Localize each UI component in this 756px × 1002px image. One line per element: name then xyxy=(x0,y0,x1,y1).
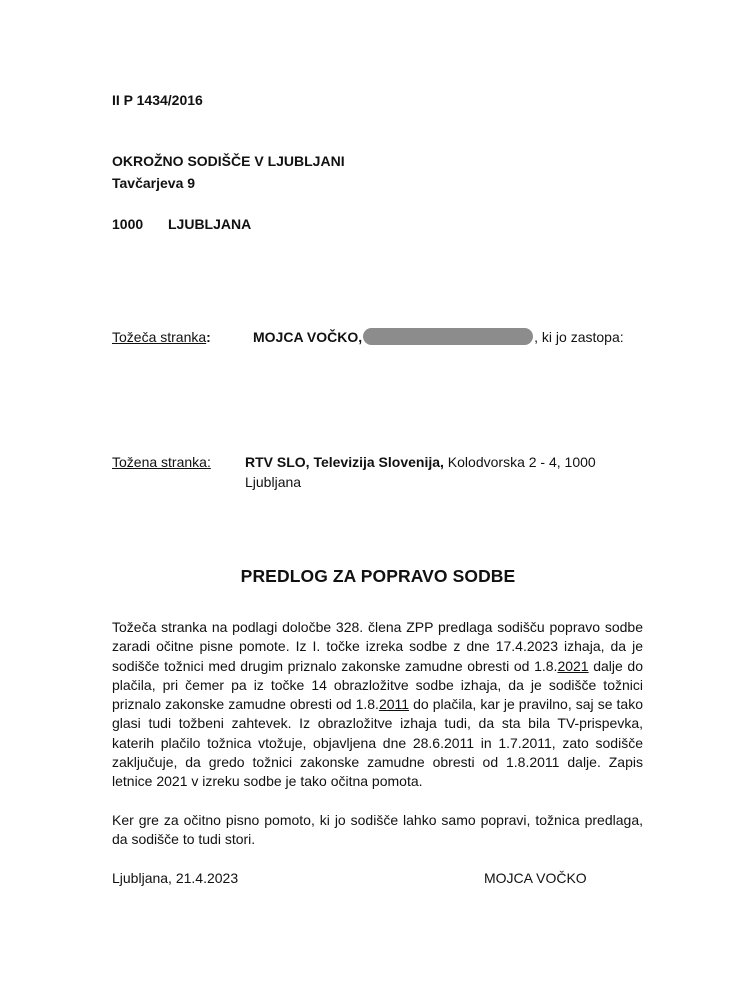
plaintiff-line xyxy=(253,327,624,347)
court-street: Tavčarjeva 9 xyxy=(112,175,196,191)
paragraph-1-part-c: do plačila, kar je pravilno, saj se tako glasi tudi tožbeni zahtevek. Iz obrazložitve izhaja tudi, da sta bila TV-prispevka, katerih plačilo tožnica vtožuje, objavljena dne 28.6.2011 in 1.7.2011, zato sodišče zaključuje, da gredo tožnici zakonske zamudne obresti od 1.8.2011 dalje. Zapis letnice 2021 v izreku sodbe je tako očitna pomota. xyxy=(112,696,643,790)
plaintiff-name: MOJCA VOČKO, xyxy=(253,329,363,345)
plaintiff-representation: , ki jo zastopa: xyxy=(534,329,624,345)
defendant-line1 xyxy=(245,452,596,472)
paragraph-1-part-b: dalje do plačila, pri čemer pa iz točke 14 obrazložitve sodbe izhaja, da je sodišče tožnici priznalo zakonske zamudne obresti od 1.8. xyxy=(112,657,643,713)
postal-code: 1000 xyxy=(112,216,144,232)
defendant-address: Kolodvorska 2 - 4, 1000 xyxy=(443,454,596,470)
paragraph-1-part-a: Tožeča stranka na podlagi določbe 328. člena ZPP predlaga sodišču popravo sodbe zaradi očitne pisne pomote. Iz I. točke izreka sodbe z dne 17.4.2023 izhaja, da je sodišče tožnici med drugim priznalo zakonske zamudne obresti od 1.8. xyxy=(112,619,643,674)
plaintiff-label-text: Tožeča stranka xyxy=(112,329,207,345)
defendant-name: RTV SLO, Televizija Slovenija, xyxy=(245,454,444,470)
underlined-year-2011: 2011 xyxy=(378,696,410,713)
place-and-date: Ljubljana, 21.4.2023 xyxy=(112,870,239,886)
signature-name: MOJCA VOČKO xyxy=(484,870,587,886)
body-paragraph-2: Ker gre za očitno pisno pomoto, ki jo sodišče lahko samo popravi, tožnica predlaga, da sodišče to tudi stori. xyxy=(112,812,643,848)
redaction-mark xyxy=(363,328,533,345)
plaintiff-label xyxy=(112,327,211,347)
case-number: II P 1434/2016 xyxy=(112,92,203,108)
document-title: PREDLOG ZA POPRAVO SODBE xyxy=(240,566,516,586)
defendant-label: Tožena stranka: xyxy=(112,454,211,470)
defendant-address-city: Ljubljana xyxy=(245,474,302,490)
underlined-year-2021: 2021 xyxy=(557,657,589,674)
plaintiff-label-colon: : xyxy=(206,329,211,345)
city: LJUBLJANA xyxy=(168,216,252,232)
body-paragraph-1 xyxy=(112,618,643,792)
court-name: OKROŽNO SODIŠČE V LJUBLJANI xyxy=(112,153,345,169)
